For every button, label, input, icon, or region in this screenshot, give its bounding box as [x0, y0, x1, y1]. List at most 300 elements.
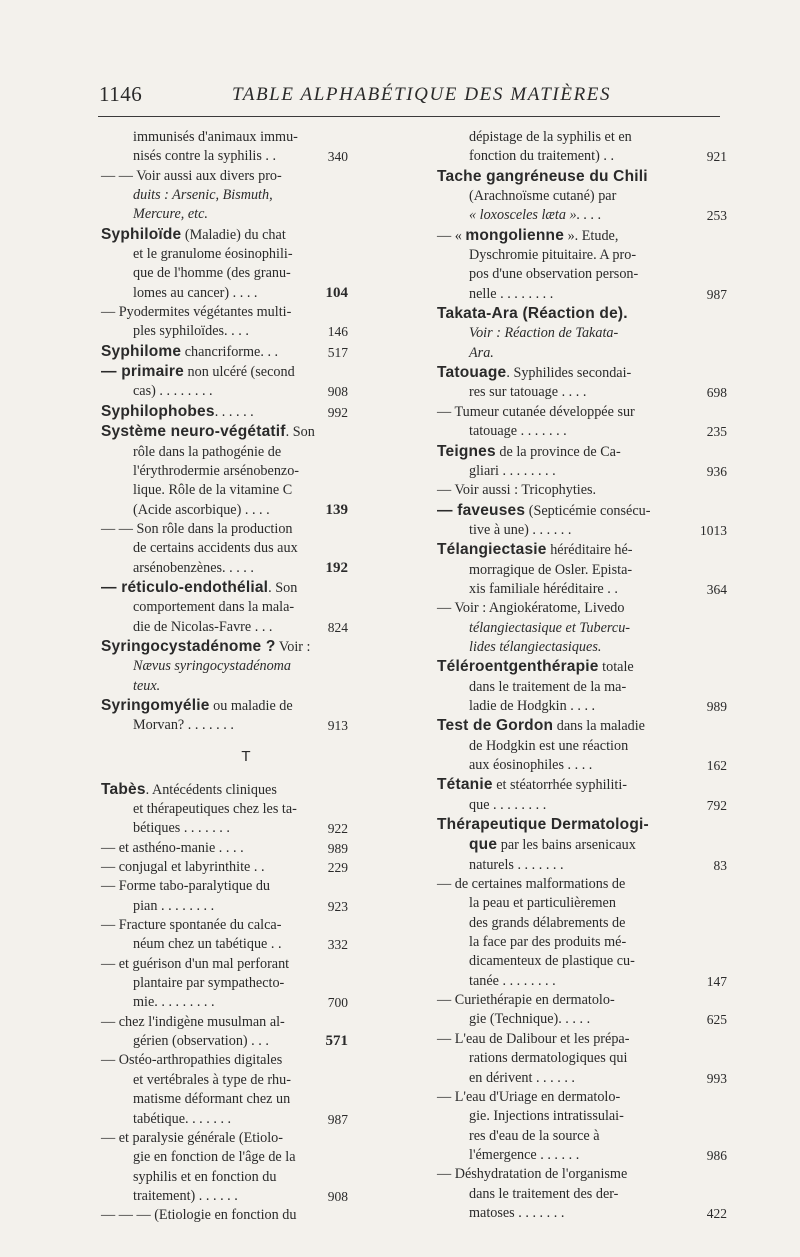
index-entry [101, 696, 348, 736]
entry-headword: Syringocystadénome ? [101, 637, 276, 655]
entry-text: plantaire par sympathecto- [133, 975, 285, 992]
entry-line [437, 442, 669, 462]
index-entry [101, 342, 348, 362]
entry-line [437, 167, 669, 187]
page-reference: 908 [327, 384, 348, 400]
entry-headword: que [469, 836, 498, 854]
page-reference: 922 [327, 821, 348, 837]
page-reference: 253 [706, 208, 727, 224]
entry-text: par les bains arsenicaux [497, 837, 636, 854]
entry-text: dicamenteux de plastique cu- [469, 953, 635, 970]
entry-text: Voir : Réaction de Takata- [469, 325, 619, 342]
index-entry [437, 403, 727, 442]
entry-text: Voir : [275, 638, 311, 655]
entry-text: tabétique. . . . . . . [133, 1110, 232, 1127]
entry-line [101, 462, 306, 481]
entry-line [437, 756, 669, 775]
entry-text: bétiques . . . . . . . [133, 820, 230, 837]
entry-line [101, 342, 306, 362]
entry-line [437, 775, 669, 795]
entry-line [101, 1187, 306, 1206]
index-entry [101, 1051, 348, 1128]
entry-line [437, 619, 669, 638]
entry-line [437, 246, 669, 265]
entry-line [437, 697, 669, 716]
page-reference: 332 [327, 937, 348, 953]
entry-line [437, 128, 669, 147]
entry-line [101, 481, 306, 500]
entry-text: Mercure, etc. [133, 206, 208, 223]
entry-text: comportement dans la mala- [133, 599, 295, 616]
entry-line [101, 322, 306, 341]
page-reference: 989 [327, 840, 348, 856]
index-entry [437, 775, 727, 815]
entry-line [101, 598, 306, 617]
entry-line [101, 443, 306, 462]
entry-line [437, 914, 669, 933]
entry-headword: Système neuro-végétatif [101, 423, 286, 441]
entry-line [437, 265, 669, 284]
entry-text: — Curiethérapie en dermatolo- [437, 992, 615, 1009]
entry-text: — « [437, 227, 466, 244]
entry-line [101, 935, 306, 954]
entry-line [437, 856, 669, 875]
entry-headword: Syphilome [101, 342, 182, 360]
entry-line [437, 521, 669, 540]
running-title: TABLE ALPHABÉTIQUE DES MATIÈRES [232, 84, 612, 105]
entry-line [437, 187, 669, 206]
entry-line [101, 993, 306, 1012]
index-entry [101, 955, 348, 1013]
entry-line [437, 481, 669, 500]
entry-line [101, 205, 306, 224]
header-rule [98, 116, 720, 117]
index-entry [437, 167, 727, 226]
entry-text: syphilis et en fonction du [133, 1168, 277, 1185]
entry-text: de certains accidents dus aux [133, 540, 298, 557]
entry-headword: Test de Gordon [437, 717, 554, 735]
entry-line [437, 933, 669, 952]
page-reference: 921 [706, 149, 727, 165]
page-reference: 908 [327, 1188, 348, 1204]
page-reference: 992 [327, 404, 348, 420]
entry-text: — et paralysie générale (Etiolo- [101, 1129, 283, 1146]
entry-text: tive à une) . . . . . . [469, 521, 572, 538]
page-reference: 229 [327, 860, 348, 876]
entry-line [101, 501, 306, 520]
entry-text: gie. Injections intratissulai- [469, 1108, 624, 1125]
entry-line [437, 1107, 669, 1126]
entry-text: duits : Arsenic, Bismuth, [133, 187, 273, 204]
entry-line [437, 1146, 669, 1165]
page-reference: 923 [327, 898, 348, 914]
page-reference: 147 [706, 973, 727, 989]
entry-headword: Tatouage [437, 364, 507, 382]
entry-text: héréditaire hé- [546, 542, 633, 559]
entry-line [437, 580, 669, 599]
entry-line [437, 1088, 669, 1107]
entry-text: arsénobenzènes. . . . . [133, 559, 254, 576]
page-reference: 146 [327, 324, 348, 340]
index-entry [437, 1165, 727, 1223]
entry-text: dans le traitement de la ma- [469, 678, 627, 695]
entry-line [437, 952, 669, 971]
entry-line [437, 835, 669, 855]
page-reference: 989 [706, 698, 727, 714]
entry-line [437, 638, 669, 657]
entry-text: — Pyodermites végétantes multi- [101, 304, 292, 321]
entry-line [101, 186, 306, 205]
page-reference: 340 [327, 149, 348, 165]
entry-text: res sur tatouage . . . . [469, 384, 587, 401]
entry-line [101, 422, 315, 442]
entry-line [437, 304, 669, 324]
entry-text: (Maladie) du chat [181, 226, 286, 243]
index-entry [437, 875, 727, 991]
entry-line [437, 796, 669, 815]
entry-text: — Ostéo-arthropathies digitales [101, 1052, 283, 1069]
page-reference: 1013 [700, 522, 727, 538]
entry-line [101, 539, 306, 558]
index-entry [101, 422, 348, 520]
page-reference: 993 [706, 1070, 727, 1086]
entry-line [101, 1051, 306, 1070]
entry-line [101, 819, 306, 838]
entry-line [101, 858, 306, 877]
entry-line [101, 1206, 306, 1225]
entry-text: totale [598, 659, 634, 676]
entry-line [437, 875, 669, 894]
page-reference: 517 [327, 344, 348, 360]
index-entry [101, 167, 348, 225]
entry-text: et thérapeutiques chez les ta- [133, 801, 297, 817]
entry-line [437, 147, 669, 166]
entry-line [101, 1148, 306, 1167]
index-entry [101, 128, 348, 167]
page-reference: 422 [706, 1205, 727, 1221]
entry-line [101, 264, 306, 283]
entry-text: Morvan? . . . . . . . [133, 717, 234, 734]
index-entry [437, 991, 727, 1030]
entry-text: — — — (Etiologie en fonction du [101, 1207, 297, 1224]
entry-line [437, 737, 669, 756]
entry-text: de Hodgkin est une réaction [469, 737, 629, 754]
page-reference: 139 [325, 501, 348, 518]
index-entry [437, 304, 727, 363]
index-entry [437, 599, 727, 657]
index-entry [101, 858, 348, 877]
entry-line [437, 540, 669, 560]
entry-text: nisés contre la syphilis . . [133, 148, 277, 165]
entry-text: . Son [268, 579, 298, 596]
entry-line [437, 599, 669, 618]
entry-text: pos d'une observation person- [469, 266, 639, 283]
entry-line [437, 226, 669, 246]
page-reference: 571 [325, 1033, 348, 1050]
index-entry [101, 402, 348, 422]
entry-line [437, 324, 669, 343]
entry-text: lomes au cancer) . . . . [133, 284, 258, 301]
index-entry [101, 916, 348, 955]
entry-text: ples syphiloïdes. . . . [133, 323, 249, 340]
entry-headword: Tache gangréneuse du Chili [437, 167, 648, 185]
entry-line [101, 1090, 306, 1109]
entry-line [101, 303, 306, 322]
entry-text: et stéatorrhée syphiliti- [492, 777, 628, 794]
entry-text: matisme déformant chez un [133, 1091, 291, 1108]
page-reference: 104 [325, 284, 348, 301]
entry-line [101, 696, 306, 716]
index-entry [437, 363, 727, 403]
index-entry [101, 578, 348, 637]
entry-text: dépistage de la syphilis et en [469, 129, 632, 145]
entry-line [437, 462, 669, 481]
entry-headword: — faveuses [437, 501, 526, 519]
entry-text: en dérivent . . . . . . [469, 1069, 575, 1086]
entry-line [101, 284, 306, 303]
index-entry [437, 716, 727, 775]
entry-text: fonction du traitement) . . [469, 148, 614, 165]
entry-text: Nævus syringocystadénoma [133, 658, 292, 675]
entry-headword: — réticulo-endothélial [101, 578, 269, 596]
index-entry [101, 362, 348, 402]
entry-line [101, 916, 306, 935]
entry-line [101, 225, 306, 245]
entry-line [437, 894, 669, 913]
entry-line [437, 991, 669, 1010]
entry-line [101, 1168, 306, 1187]
page-reference: 192 [325, 559, 348, 576]
entry-text: — chez l'indigène musulman al- [101, 1013, 285, 1030]
index-entry [437, 1088, 727, 1165]
page-reference: 792 [706, 797, 727, 813]
index-entry [101, 225, 348, 303]
index-entry [101, 303, 348, 342]
entry-line [437, 383, 669, 402]
entry-line [101, 520, 306, 539]
entry-line [437, 363, 669, 383]
entry-line [101, 402, 306, 422]
entry-line [437, 972, 669, 991]
entry-text: naturels . . . . . . . [469, 856, 564, 873]
entry-line [101, 362, 306, 382]
entry-text: . Syphilides secondai- [506, 365, 632, 382]
entry-line [101, 974, 306, 993]
entry-line [101, 1071, 306, 1090]
page-reference: 162 [706, 758, 727, 773]
section-letter: T [241, 747, 251, 765]
entry-line [101, 245, 306, 264]
index-entry [437, 442, 727, 482]
entry-line [437, 344, 669, 363]
entry-headword: Syringomyélie [101, 696, 210, 714]
entry-text: immunisés d'animaux immu- [133, 129, 298, 145]
entry-line [437, 815, 669, 835]
entry-text: nelle . . . . . . . . [469, 285, 554, 302]
entry-text: cas) . . . . . . . . [133, 383, 213, 400]
entry-line [101, 128, 306, 147]
entry-headword: Syphilophobes [101, 402, 215, 420]
entry-text: — Voir : Angiokératome, Livedo [437, 600, 625, 617]
entry-text: néum chez un tabétique . . [133, 936, 282, 953]
entry-line [437, 1127, 669, 1146]
entry-line [437, 1010, 669, 1029]
entry-text: ladie de Hodgkin . . . . [469, 697, 596, 714]
entry-text: . Antécédents cliniques [145, 781, 277, 798]
page-reference: 913 [327, 718, 348, 734]
page-reference: 698 [706, 385, 727, 401]
entry-text: rôle dans la pathogénie de [133, 443, 282, 460]
entry-text: — de certaines malformations de [437, 876, 626, 893]
entry-text: — Forme tabo-paralytique du [101, 878, 271, 895]
entry-text: — Tumeur cutanée développée sur [437, 403, 635, 420]
page-reference: 987 [327, 1111, 348, 1127]
entry-headword: — primaire [101, 363, 184, 381]
entry-line [437, 1204, 669, 1223]
index-entry [101, 839, 348, 858]
entry-line [437, 1069, 669, 1088]
entry-line [437, 657, 669, 677]
entry-text: teux. [133, 677, 161, 694]
entry-line [437, 1165, 669, 1184]
entry-text: gliari . . . . . . . . [469, 462, 556, 479]
index-entry [101, 520, 348, 578]
entry-headword: Teignes [437, 442, 496, 460]
entry-text: . Son [285, 424, 315, 441]
entry-line [437, 285, 669, 304]
page-reference: 824 [327, 619, 348, 635]
entry-line [101, 1110, 306, 1129]
page-number: 1146 [99, 82, 143, 106]
entry-text: — Voir aussi : Tricophyties. [437, 482, 597, 499]
entry-text: morragique de Osler. Epista- [469, 561, 633, 578]
entry-line [101, 147, 306, 166]
entry-line [101, 657, 306, 676]
entry-text: la peau et particulièremen [469, 895, 616, 912]
entry-line [101, 800, 306, 819]
entry-text: l'érythrodermie arsénobenzo- [133, 462, 300, 479]
entry-line [437, 422, 669, 441]
entry-line [437, 501, 669, 521]
page-reference: 987 [706, 286, 727, 302]
page-reference: 364 [706, 581, 727, 597]
entry-text: Dyschromie pituitaire. A pro- [469, 247, 637, 264]
page-reference: 700 [327, 995, 348, 1011]
entry-text: chancriforme. . . [181, 343, 279, 360]
entry-text: non ulcéré (second [183, 364, 295, 381]
entry-line [101, 167, 306, 186]
index-entry [101, 1206, 348, 1225]
entry-text: télangiectasique et Tubercu- [469, 619, 631, 636]
entry-text: et le granulome éosinophili- [133, 246, 293, 263]
entry-text: tatouage . . . . . . . [469, 423, 567, 440]
entry-line [101, 839, 306, 858]
entry-text: pian . . . . . . . . [133, 897, 215, 914]
entry-line [101, 677, 306, 696]
entry-line [101, 897, 306, 916]
entry-line [437, 403, 669, 422]
index-entry [437, 481, 727, 500]
entry-line [437, 716, 669, 736]
entry-text: — Fracture spontanée du calca- [101, 917, 282, 934]
page-reference: 986 [706, 1147, 727, 1163]
entry-line [437, 1185, 669, 1204]
entry-text: res d'eau de la source à [469, 1127, 600, 1144]
entry-line [437, 678, 669, 697]
entry-text: gie en fonction de l'âge de la [133, 1149, 296, 1166]
entry-text: dans le traitement des der- [469, 1185, 619, 1202]
entry-headword: Thérapeutique Dermatologi- [437, 816, 649, 834]
entry-line [101, 716, 306, 735]
entry-line [437, 1049, 669, 1068]
entry-line [101, 637, 311, 657]
entry-line [437, 1030, 669, 1049]
entry-line [101, 578, 306, 598]
entry-text: gie (Technique). . . . . [469, 1011, 591, 1028]
entry-headword: mongolienne [465, 226, 565, 244]
entry-text: lides télangiectasiques. [469, 638, 602, 655]
entry-line [101, 382, 306, 401]
entry-headword: Syphiloïde [101, 225, 182, 243]
entry-text: — — Voir aussi aux divers pro- [101, 167, 282, 184]
entry-headword: Télangiectasie [437, 541, 547, 559]
entry-text: l'émergence . . . . . . [469, 1146, 580, 1163]
entry-headword: Takata-Ara (Réaction de). [437, 305, 628, 323]
entry-text: la face par des produits mé- [469, 934, 627, 951]
entry-text: mie. . . . . . . . . [133, 994, 215, 1011]
entry-text: dans la maladie [553, 718, 645, 735]
entry-text: (Arachnoïsme cutané) par [469, 188, 617, 205]
entry-text: — — Son rôle dans la production [101, 520, 293, 537]
entry-headword: Tétanie [437, 776, 493, 794]
page-reference: 83 [713, 857, 727, 873]
index-entry [437, 1030, 727, 1088]
entry-text: aux éosinophiles . . . . [469, 757, 593, 773]
index-entry [437, 128, 727, 167]
entry-headword: Téléroentgenthérapie [437, 658, 599, 676]
right-column [437, 128, 727, 1223]
index-entry [101, 637, 348, 696]
index-entry [101, 1013, 348, 1052]
entry-text: — Déshydratation de l'organisme [437, 1166, 628, 1183]
entry-text: xis familiale héréditaire . . [469, 580, 618, 597]
entry-text: — L'eau de Dalibour et les prépa- [437, 1030, 630, 1047]
index-entry [101, 877, 348, 916]
entry-text: ». Etude, [564, 227, 619, 244]
entry-text: que de l'homme (des granu- [133, 265, 291, 282]
entry-text: et vertébrales à type de rhu- [133, 1071, 291, 1088]
entry-headword: Tabès [101, 780, 146, 798]
entry-text: (Acide ascorbique) . . . . [133, 501, 270, 518]
entry-text: Ara. [469, 344, 494, 361]
entry-text: rations dermatologiques qui [469, 1050, 628, 1067]
entry-text: traitement) . . . . . . [133, 1187, 238, 1204]
entry-text: que . . . . . . . . [469, 796, 547, 813]
entry-text: ou maladie de [209, 697, 293, 714]
entry-text: « loxosceles læta ». . . . [469, 207, 602, 224]
entry-line [101, 559, 306, 578]
entry-text: tanée . . . . . . . . [469, 972, 556, 989]
entry-line [437, 206, 669, 225]
entry-text: de la province de Ca- [495, 443, 621, 460]
entry-text: — et guérison d'un mal perforant [101, 955, 290, 972]
index-entry [437, 226, 727, 304]
entry-text: (Septicémie consécu- [525, 502, 651, 519]
entry-text: — et asthéno-manie . . . . [101, 839, 244, 856]
entry-text: des grands délabrements de [469, 914, 626, 931]
entry-text: matoses . . . . . . . [469, 1204, 565, 1221]
entry-text: — L'eau d'Uriage en dermatolo- [437, 1088, 621, 1105]
